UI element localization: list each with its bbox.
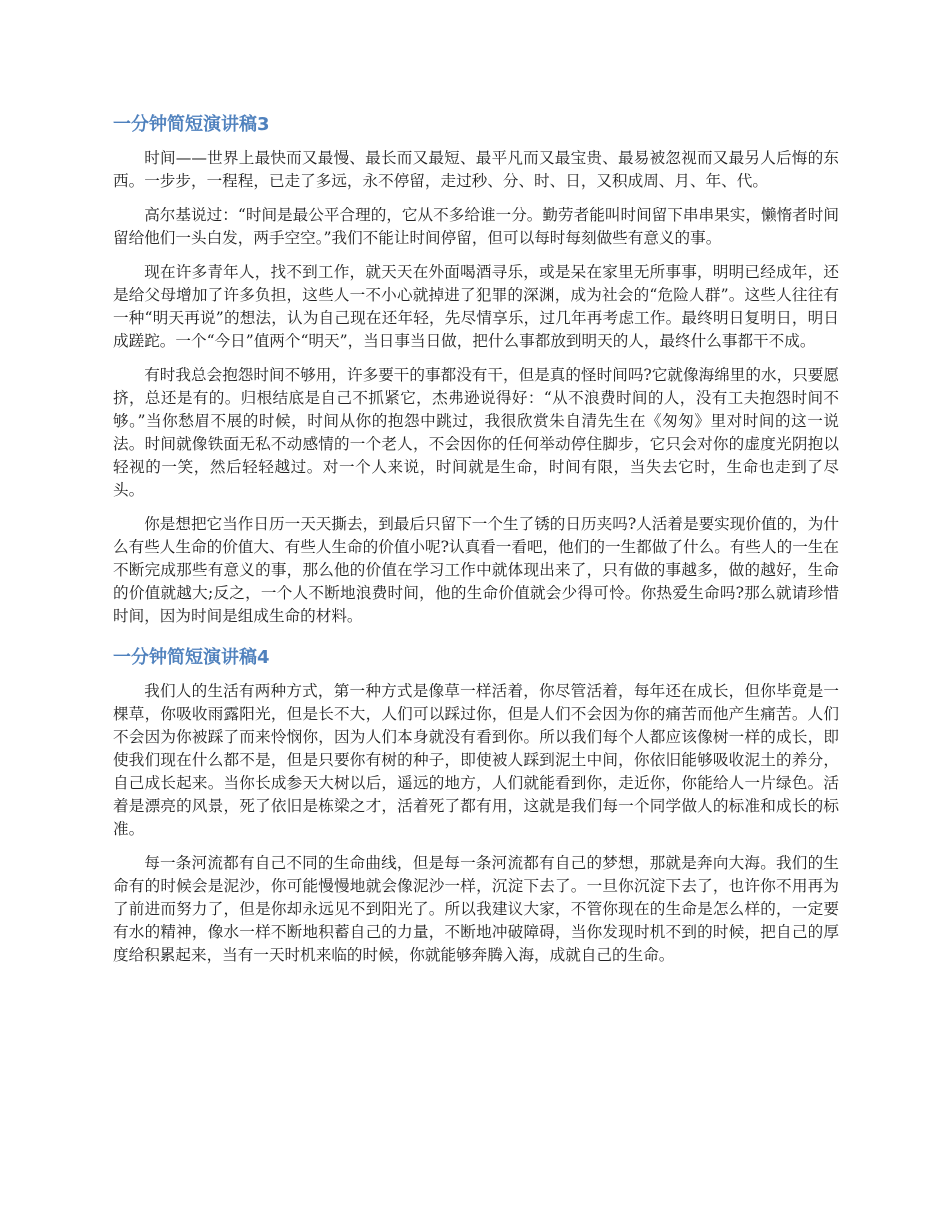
paragraph: 有时我总会抱怨时间不够用，许多要干的事都没有干，但是真的怪时间吗?它就像海绵里的水，只要愿挤，总还是有的。归根结底是自己不抓紧它，杰弗逊说得好：“从不浪费时间的人，没有工夫抱怨时间不够。”当你愁眉不展的时候，时间从你的抱怨中跳过，我很欣赏朱自清先生在《匆匆》里对时间的这一说法。时间就像铁面无私不动感情的一个老人，不会因你的任何举动停住脚步，它只会对你的虚度光阴抱以轻视的一笑，然后轻轻越过。对一个人来说，时间就是生命，时间有限，当失去它时，生命也走到了尽头。 [113, 366, 839, 499]
paragraph: 每一条河流都有自己不同的生命曲线，但是每一条河流都有自己的梦想，那就是奔向大海。我们的生命有的时候会是泥沙，你可能慢慢地就会像泥沙一样，沉淀下去了。一旦你沉淀下去了，也许你不用再为了前进而努力了，但是你却永远见不到阳光了。所以我建议大家，不管你现在的生命是怎么样的，一定要有水的精神，像水一样不断地积蓄自己的力量，不断地冲破障碍，当你发现时机不到的时候，把自己的厚度给积累起来，当有一天时机来临的时候，你就能够奔腾入海，成就自己的生命。 [113, 854, 839, 964]
paragraph: 时间——世界上最快而又最慢、最长而又最短、最平凡而又最宝贵、最易被忽视而又最另人后悔的东西。一步步，一程程，已走了多远，永不停留，走过秒、分、时、日，又积成周、月、年、代。 [113, 149, 839, 190]
section-title-4: 一分钟简短演讲稿4 [113, 647, 270, 668]
paragraph: 高尔基说过：“时间是最公平合理的，它从不多给谁一分。勤劳者能叫时间留下串串果实，懒惰者时间留给他们一头白发，两手空空。”我们不能让时间停留，但可以每时每刻做些有意义的事。 [113, 206, 839, 247]
document-page [113, 112, 839, 978]
section-title-3: 一分钟简短演讲稿3 [113, 114, 270, 135]
paragraph: 现在许多青年人，找不到工作，就天天在外面喝酒寻乐，或是呆在家里无所事事，明明已经成年，还是给父母增加了许多负担，这些人一不小心就掉进了犯罪的深渊，成为社会的“危险人群”。这些人往往有一种“明天再说”的想法，认为自己现在还年轻，先尽情享乐，过几年再考虑工作。最终明日复明日，明日成蹉跎。一个“今日”值两个“明天”，当日事当日做，把什么事都放到明天的人，最终什么事都干不成。 [113, 263, 839, 350]
paragraph: 我们人的生活有两种方式，第一种方式是像草一样活着，你尽管活着，每年还在成长，但你毕竟是一棵草，你吸收雨露阳光，但是长不大，人们可以踩过你，但是人们不会因为你的痛苦而他产生痛苦。人们不会因为你被踩了而来怜悯你，因为人们本身就没有看到你。所以我们每个人都应该像树一样的成长，即使我们现在什么都不是，但是只要你有树的种子，即使被人踩到泥土中间，你依旧能够吸收泥土的养分，自己成长起来。当你长成参天大树以后，遥远的地方，人们就能看到你，走近你，你能给人一片绿色。活着是漂亮的风景，死了依旧是栋梁之才，活着死了都有用，这就是我们每一个同学做人的标准和成长的标准。 [113, 682, 839, 838]
paragraph: 你是想把它当作日历一天天撕去，到最后只留下一个生了锈的日历夹吗?人活着是要实现价值的，为什么有些人生命的价值大、有些人生命的价值小呢?认真看一看吧，他们的一生都做了什么。有些人的一生在不断完成那些有意义的事，那么他的价值在学习工作中就体现出来了，只有做的事越多，做的越好，生命的价值就越大;反之，一个人不断地浪费时间，他的生命价值就会少得可怜。你热爱生命吗?那么就请珍惜时间，因为时间是组成生命的材料。 [113, 515, 839, 625]
